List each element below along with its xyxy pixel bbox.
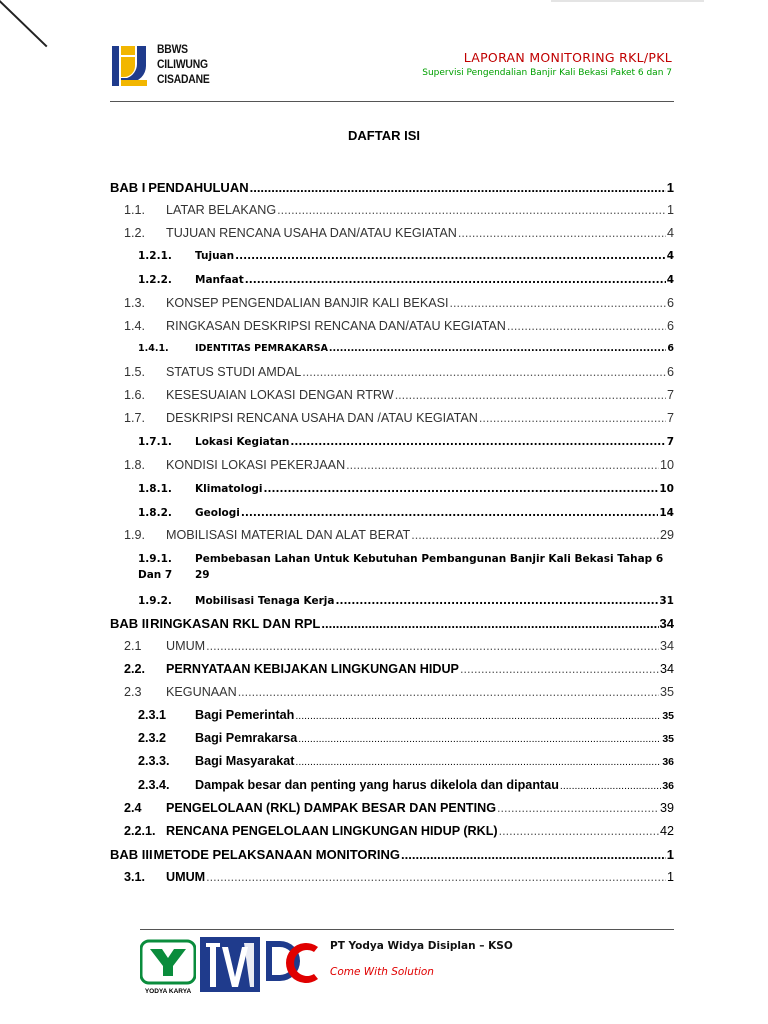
toc-entry[interactable]: BAB I PENDAHULUAN ..... 1 <box>110 180 674 195</box>
footer-company-name: PT Yodya Widya Disiplan – KSO <box>330 940 513 952</box>
toc-entry[interactable]: 1.3. KONSEP PENGENDALIAN BANJIR KALI BEKASI ..... 6 <box>124 296 674 310</box>
toc-entry[interactable]: 1.4.1. IDENTITAS PEMRAKARSA ..... 6 <box>138 343 674 354</box>
toc-entry[interactable]: 2.3.4. Dampak besar dan penting yang harus dikelola dan dipantau ..... 36 <box>138 778 674 792</box>
toc-entry[interactable]: 2.2. PERNYATAAN KEBIJAKAN LINGKUNGAN HIDUP ..... 34 <box>124 662 674 676</box>
yodya-karya-label: YODYA KARYA <box>144 988 192 995</box>
toc-entry[interactable]: 2.3.1 Bagi Pemerintah ..... 35 <box>138 708 674 722</box>
toc-entry[interactable]: 1.4. RINGKASAN DESKRIPSI RENCANA DAN/ATAU KEGIATAN ..... 6 <box>124 319 674 333</box>
toc-entry[interactable]: 1.1. LATAR BELAKANG ..... 1 <box>124 203 674 217</box>
footer-tagline: Come With Solution <box>330 966 434 978</box>
dc-logo-icon <box>262 937 322 992</box>
bbws-logo-icon <box>112 44 156 88</box>
toc-entry[interactable]: BAB III METODE PELAKSANAAN MONITORING ..... 1 <box>110 847 674 862</box>
toc-entry[interactable]: 1.2.1. Tujuan ..... 4 <box>138 250 674 262</box>
report-title: LAPORAN MONITORING RKL/PKL <box>463 50 672 65</box>
footer-divider <box>140 929 674 930</box>
yodya-karya-logo-icon <box>140 937 196 987</box>
toc-entry[interactable]: 1.8.2. Geologi ..... 14 <box>138 507 674 519</box>
toc-entry[interactable]: 1.9.2. Mobilisasi Tenaga Kerja ..... 31 <box>138 595 674 607</box>
toc-entry[interactable]: 2.4 PENGELOLAAN (RKL) DAMPAK BESAR DAN PENTING ..... 39 <box>124 801 674 815</box>
toc-entry[interactable]: 3.1. UMUM ..... 1 <box>124 870 674 884</box>
toc-entry[interactable]: 1.7. DESKRIPSI RENCANA USAHA DAN /ATAU KEGIATAN ..... 7 <box>124 411 674 425</box>
toc-entry[interactable]: 1.6. KESESUAIAN LOKASI DENGAN RTRW ..... 7 <box>124 388 674 402</box>
toc-entry[interactable]: 1.9. MOBILISASI MATERIAL DAN ALAT BERAT ..... 29 <box>124 528 674 542</box>
toc-entry[interactable]: 1.8. KONDISI LOKASI PEKERJAAN ..... 10 <box>124 458 674 472</box>
toc-entry-wrapped[interactable]: 1.9.1. Pembebasan Lahan Untuk Kebutuhan Pembangunan Banjir Kali Bekasi Tahap 6 Dan 7 29 <box>138 553 664 581</box>
widya-disiplan-logo-icon <box>200 937 260 992</box>
toc-entry[interactable]: BAB II RINGKASAN RKL DAN RPL ..... 34 <box>110 616 674 631</box>
toc-entry[interactable]: 2.3 KEGUNAAN ..... 35 <box>124 685 674 699</box>
toc-entry[interactable]: 2.1 UMUM ..... 34 <box>124 639 674 653</box>
toc-entry[interactable]: 1.5. STATUS STUDI AMDAL ..... 6 <box>124 365 674 379</box>
corner-crop-line <box>0 0 47 47</box>
toc-entry[interactable]: 1.2. TUJUAN RENCANA USAHA DAN/ATAU KEGIATAN ..... 4 <box>124 226 674 240</box>
toc-entry[interactable]: 1.8.1. Klimatologi ..... 10 <box>138 483 674 495</box>
bbws-logo-text: BBWS CILIWUNG CISADANE <box>157 44 210 86</box>
toc-heading: DAFTAR ISI <box>348 128 420 143</box>
toc-entry[interactable]: 1.2.2. Manfaat ..... 4 <box>138 274 674 286</box>
report-subtitle: Supervisi Pengendalian Banjir Kali Bekasi Paket 6 dan 7 <box>422 68 672 78</box>
toc-entry[interactable]: 1.7.1. Lokasi Kegiatan ..... 7 <box>138 436 674 448</box>
toc-entry[interactable]: 2.2.1. RENCANA PENGELOLAAN LINGKUNGAN HIDUP (RKL) ..... 42 <box>124 824 674 838</box>
toc-entry[interactable]: 2.3.3. Bagi Masyarakat ..... 36 <box>138 754 674 768</box>
top-edge-line <box>551 0 704 2</box>
header-divider <box>110 101 674 102</box>
toc-entry[interactable]: 2.3.2 Bagi Pemrakarsa ..... 35 <box>138 731 674 745</box>
